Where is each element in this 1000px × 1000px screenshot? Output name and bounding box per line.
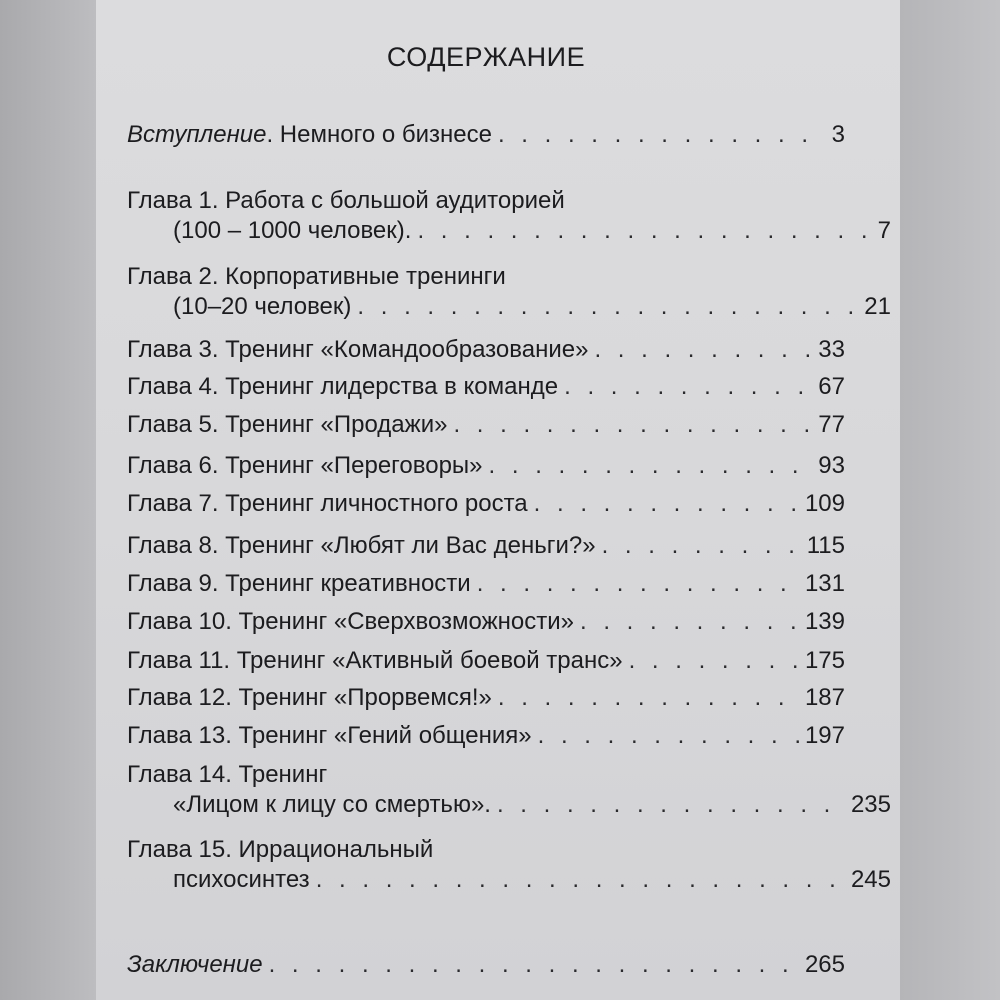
entry-title: Глава 12. Тренинг «Прорвемся!» (127, 684, 492, 711)
page-number: 139 (804, 608, 845, 635)
toc-entry-chapter-2 (127, 262, 891, 322)
dot-leader (580, 607, 799, 637)
entry-title-line-1: Глава 15. Иррациональный (127, 836, 434, 863)
dot-leader (497, 790, 845, 820)
page-number: 197 (804, 722, 845, 749)
page-number: 235 (850, 791, 891, 818)
entry-title: Заключение (127, 951, 263, 978)
page-number: 77 (818, 411, 845, 438)
entry-title: Глава 4. Тренинг лидерства в команде (127, 373, 559, 400)
dot-leader (629, 646, 799, 676)
entry-title: Глава 8. Тренинг «Любят ли Вас деньги?» (127, 532, 596, 559)
dot-leader (538, 721, 799, 751)
toc-entry-conclusion (127, 950, 845, 980)
page-number: 67 (818, 373, 845, 400)
dot-leader (498, 120, 826, 150)
right-page-edge (900, 0, 1000, 1000)
page-number: 187 (804, 684, 845, 711)
dot-leader (453, 410, 812, 440)
entry-title-line-1: Глава 2. Корпоративные тренинги (127, 263, 506, 290)
dot-leader (489, 451, 813, 481)
entry-title-line-2: «Лицом к лицу со смертью». (173, 791, 491, 818)
intro-label: Вступление (127, 121, 267, 148)
entry-title: Глава 11. Тренинг «Активный боевой транс» (127, 647, 623, 674)
entry-title-line-2: (100 – 1000 человек). (173, 217, 412, 244)
intro-title: . Немного о бизнесе (266, 121, 492, 148)
dot-leader (564, 372, 812, 402)
entry-title: Глава 13. Тренинг «Гений общения» (127, 722, 532, 749)
dot-leader (357, 292, 858, 322)
toc-entry-chapter-5 (127, 410, 845, 440)
entry-title: Глава 10. Тренинг «Сверхвозможности» (127, 608, 574, 635)
entry-title-line-2: (10–20 человек) (173, 293, 352, 320)
dot-leader (602, 531, 801, 561)
toc-entry-chapter-8 (127, 531, 845, 561)
entry-title: Глава 6. Тренинг «Переговоры» (127, 452, 483, 479)
entry-title: Глава 3. Тренинг «Командообразование» (127, 336, 589, 363)
left-page-edge (0, 0, 96, 1000)
entry-title: Глава 9. Тренинг креативности (127, 570, 471, 597)
entry-title-line-1: Глава 1. Работа с большой аудиторией (127, 187, 565, 214)
entry-title: Глава 7. Тренинг личностного роста (127, 490, 528, 517)
toc-entry-chapter-13 (127, 721, 845, 751)
entry-title: Глава 5. Тренинг «Продажи» (127, 411, 448, 438)
dot-leader (498, 683, 799, 713)
entry-title-line-2: психосинтез (173, 866, 310, 893)
dot-leader (269, 950, 799, 980)
page-number: 21 (864, 293, 891, 320)
dot-leader (477, 569, 799, 599)
page-number: 131 (804, 570, 845, 597)
toc-entry-chapter-15 (127, 835, 891, 895)
toc-entry-chapter-4 (127, 372, 845, 402)
dot-leader (594, 335, 812, 365)
toc-entry-chapter-6 (127, 451, 845, 481)
toc-entry-chapter-11 (127, 646, 845, 676)
page-number: 93 (818, 452, 845, 479)
page-number: 7 (877, 217, 891, 244)
page-number: 3 (831, 121, 845, 148)
dot-leader (316, 865, 845, 895)
page-number: 33 (818, 336, 845, 363)
toc-entry-chapter-1 (127, 186, 891, 246)
toc-entry-chapter-14 (127, 760, 891, 820)
toc-entry-intro (127, 120, 845, 150)
toc-entry-chapter-7 (127, 489, 845, 519)
entry-title-line-1: Глава 14. Тренинг (127, 761, 328, 788)
toc-title: СОДЕРЖАНИЕ (386, 42, 586, 72)
dot-leader (534, 489, 799, 519)
page-number: 115 (806, 532, 845, 559)
toc-entry-chapter-3 (127, 335, 845, 365)
page-number: 265 (804, 951, 845, 978)
toc-entry-chapter-12 (127, 683, 845, 713)
toc-entry-chapter-10 (127, 607, 845, 637)
toc-entry-chapter-9 (127, 569, 845, 599)
page-number: 109 (804, 490, 845, 517)
page-number: 245 (850, 866, 891, 893)
page-number: 175 (804, 647, 845, 674)
dot-leader (417, 216, 871, 246)
